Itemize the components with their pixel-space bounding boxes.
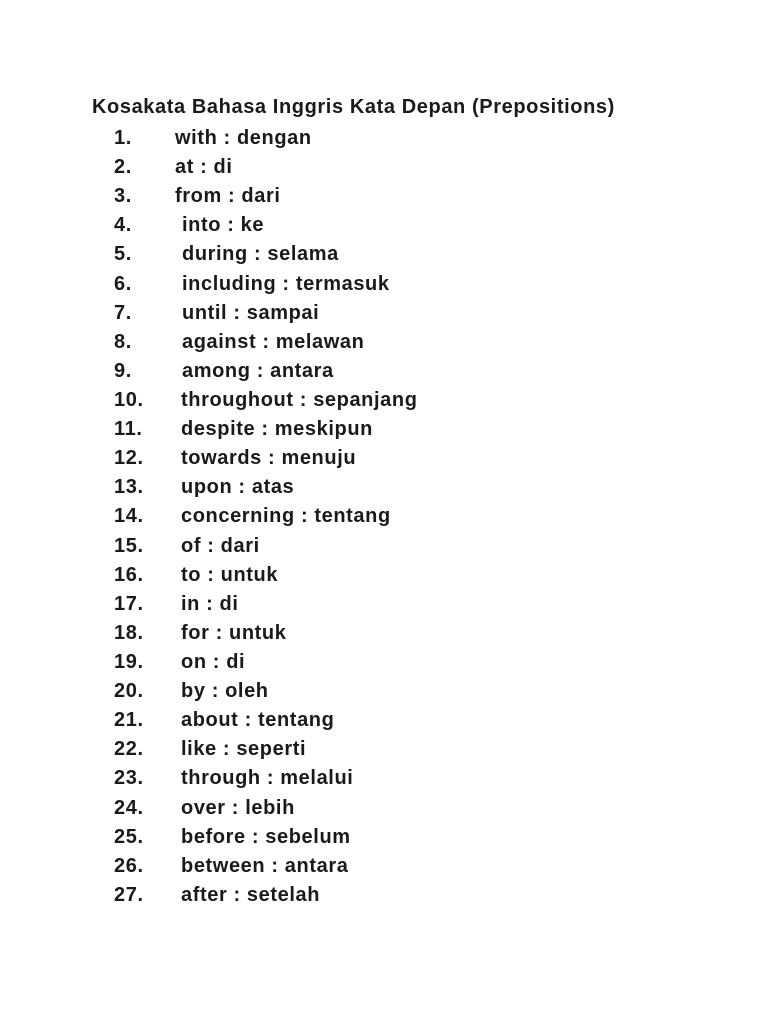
- list-item: [0, 648, 768, 677]
- list-item: [0, 270, 768, 299]
- item-text: including : termasuk: [182, 272, 390, 295]
- item-text: of : dari: [181, 534, 260, 557]
- list-item: [0, 153, 768, 182]
- item-number: 11.: [114, 418, 143, 441]
- item-number: 15.: [114, 534, 144, 557]
- list-item: [0, 473, 768, 502]
- item-number: 13.: [114, 476, 144, 499]
- item-number: 7.: [114, 301, 132, 324]
- list-item: [0, 502, 768, 531]
- item-number: 22.: [114, 738, 144, 761]
- list-item: [0, 619, 768, 648]
- list-item: [0, 677, 768, 706]
- item-text: despite : meskipun: [181, 418, 373, 441]
- item-number: 3.: [114, 185, 132, 208]
- item-text: before : sebelum: [181, 825, 351, 848]
- item-text: over : lebih: [181, 796, 295, 819]
- item-text: upon : atas: [181, 476, 295, 499]
- list-item: [0, 590, 768, 619]
- list-item: [0, 240, 768, 269]
- page-title: Kosakata Bahasa Inggris Kata Depan (Prepositions): [92, 96, 615, 118]
- item-text: to : untuk: [181, 563, 279, 586]
- list-item: [0, 794, 768, 823]
- list-item: [0, 823, 768, 852]
- item-number: 6.: [114, 272, 132, 295]
- item-text: from : dari: [175, 185, 281, 208]
- item-text: during : selama: [182, 243, 339, 266]
- item-text: like : seperti: [181, 738, 307, 761]
- item-number: 1.: [114, 127, 132, 149]
- list-item: [0, 561, 768, 590]
- list-item: [0, 444, 768, 473]
- list-item: [0, 299, 768, 328]
- list-item: [0, 415, 768, 444]
- item-number: 5.: [114, 243, 132, 266]
- item-number: 16.: [114, 563, 144, 586]
- item-text: among : antara: [182, 359, 334, 382]
- item-text: towards : menuju: [181, 447, 357, 470]
- item-text: between : antara: [181, 854, 349, 877]
- item-text: about : tentang: [181, 709, 335, 732]
- item-text: throughout : sepanjang: [181, 388, 418, 411]
- item-number: 27.: [114, 883, 144, 906]
- item-text: in : di: [181, 592, 239, 615]
- item-number: 10.: [114, 388, 144, 411]
- list-item: [0, 532, 768, 561]
- preposition-list: [0, 124, 768, 910]
- item-number: 26.: [114, 854, 144, 877]
- item-number: 2.: [114, 156, 132, 179]
- item-number: 25.: [114, 825, 144, 848]
- item-number: 24.: [114, 796, 144, 819]
- item-text: at : di: [175, 156, 233, 179]
- list-item: [0, 764, 768, 793]
- list-item: [0, 211, 768, 240]
- item-text: against : melawan: [182, 330, 365, 353]
- item-number: 23.: [114, 767, 144, 790]
- list-item: [0, 328, 768, 357]
- item-number: 12.: [114, 447, 144, 470]
- item-number: 20.: [114, 680, 144, 703]
- item-text: concerning : tentang: [181, 505, 391, 528]
- list-item: [0, 852, 768, 881]
- item-text: by : oleh: [181, 680, 269, 703]
- list-item: [0, 124, 768, 153]
- item-number: 17.: [114, 592, 144, 615]
- item-number: 18.: [114, 621, 144, 644]
- item-number: 8.: [114, 330, 132, 353]
- item-text: after : setelah: [181, 883, 321, 906]
- item-text: with : dengan: [175, 127, 312, 149]
- item-text: for : untuk: [181, 621, 287, 644]
- item-text: until : sampai: [182, 301, 320, 324]
- item-number: 19.: [114, 650, 144, 673]
- list-item: [0, 357, 768, 386]
- list-item: [0, 706, 768, 735]
- list-item: [0, 881, 768, 910]
- list-item: [0, 735, 768, 764]
- list-item: [0, 182, 768, 211]
- item-number: 9.: [114, 359, 132, 382]
- item-number: 14.: [114, 505, 144, 528]
- item-text: through : melalui: [181, 767, 354, 790]
- item-number: 21.: [114, 709, 144, 732]
- list-item: [0, 386, 768, 415]
- item-text: on : di: [181, 650, 246, 673]
- item-text: into : ke: [182, 214, 265, 237]
- item-number: 4.: [114, 214, 132, 237]
